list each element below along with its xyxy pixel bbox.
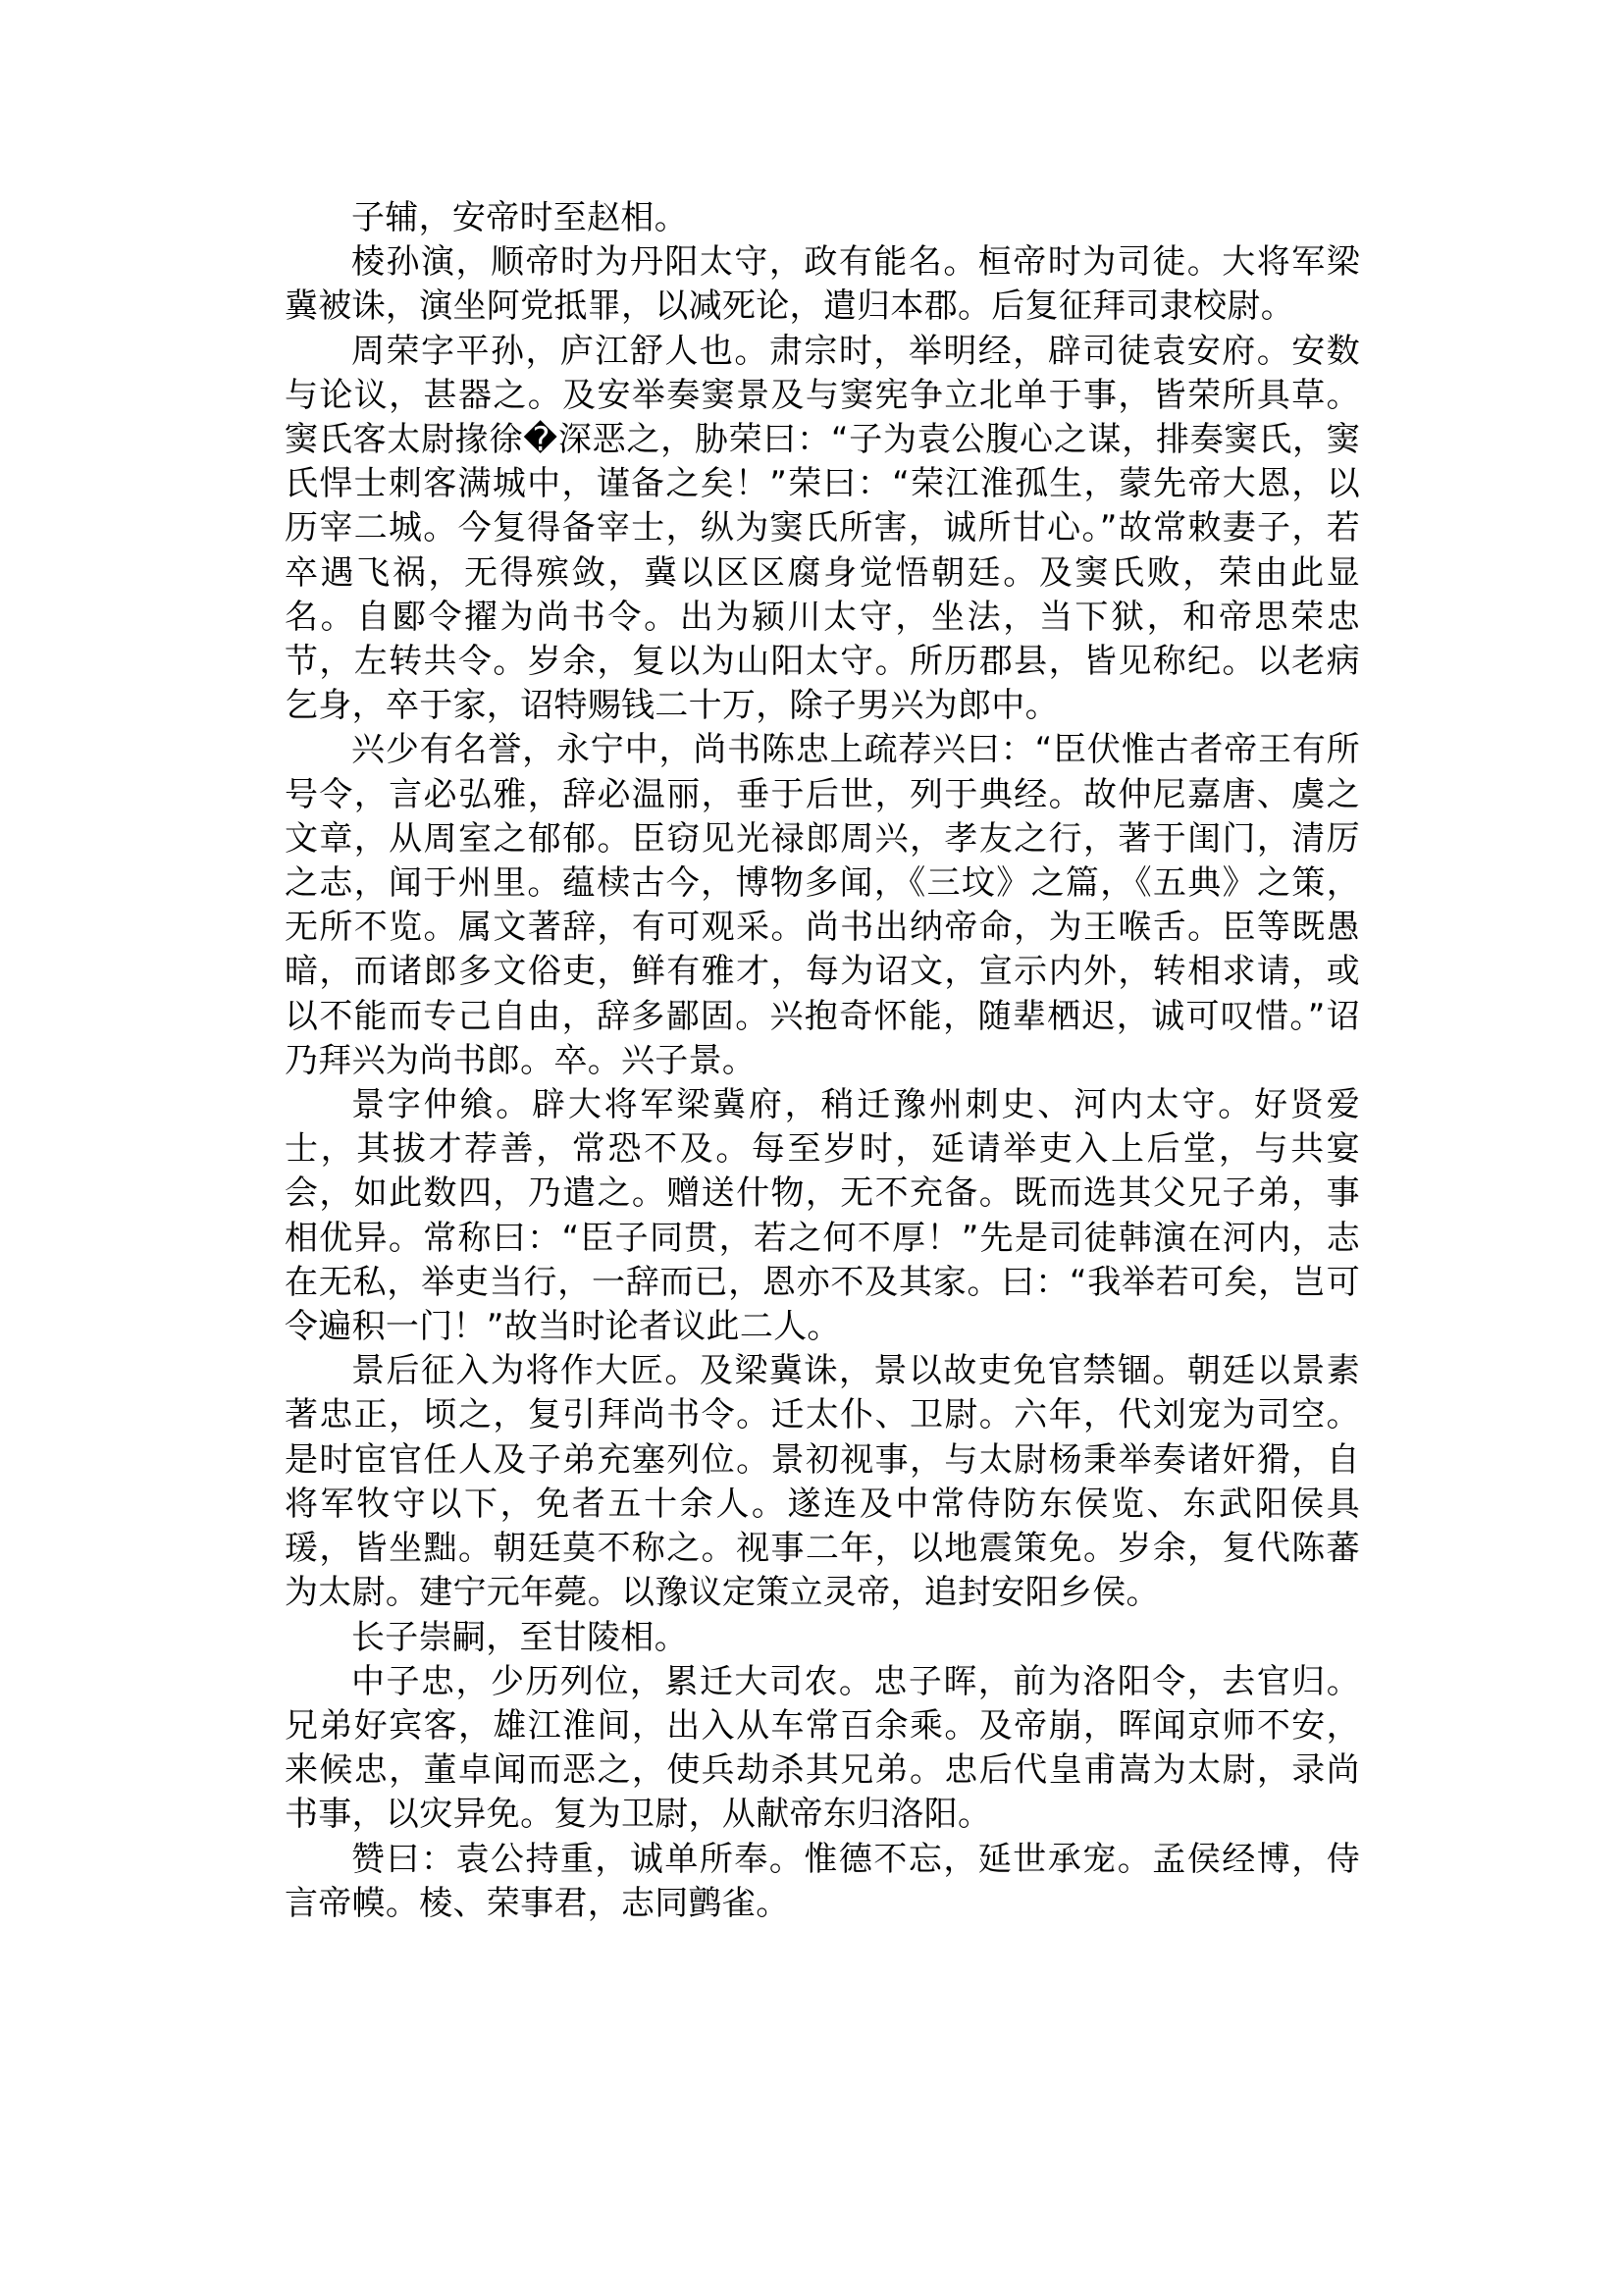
paragraph-1: 子辅，安帝时至赵相。 <box>351 198 688 237</box>
paragraph-6: 景后征入为将作大匠。及梁冀诛，景以故吏免官禁锢。朝廷以景素著忠正，顷之，复引拜尚书令。迁太仆、卫尉。六年，代刘宠为司空。是时宦官任人及子弟充塞列位。景初视事，与太尉杨秉举奏诸奸猾，自将军牧守以下，免者五十余人。遂连及中常侍防东侯览、东武阳侯具瑗，皆坐黜。朝廷莫不称之。视事二年，以地震策免。岁余，复代陈蕃为太尉。建宁元年薨。以豫议定策立灵帝，追封安阳乡侯。 <box>285 1351 1360 1613</box>
paragraph-3: 周荣字平孙，庐江舒人也。肃宗时，举明经，辟司徒袁安府。安数与论议，甚器之。及安举奏窦景及与窦宪争立北单于事，皆荣所具草。窦氏客太尉掾徐�深恶之，胁荣曰：“子为袁公腹心之谋，排奏窦氏，窦氏悍士刺客满城中，谨备之矣！”荣曰：“荣江淮孤生，蒙先帝大恩，以历宰二城。今复得备宰士，纵为窦氏所害，诚所甘心。”故常敕妻子，若卒遇飞祸，无得殡敛，冀以区区腐身觉悟朝廷。及窦氏败，荣由此显名。自郾令擢为尚书令。出为颍川太守，坐法，当下狱，和帝思荣忠节，左转共令。岁余，复以为山阳太守。所历郡县，皆见称纪。以老病乞身，卒于家，诏特赐钱二十万，除子男兴为郎中。 <box>285 331 1360 726</box>
paragraph-4: 兴少有名誉，永宁中，尚书陈忠上疏荐兴曰：“臣伏惟古者帝王有所号令，言必弘雅，辞必温丽，垂于后世，列于典经。故仲尼嘉唐、虞之文章，从周室之郁郁。臣窃见光禄郎周兴，孝友之行，著于闺门，清厉之志，闻于州里。蕴椟古今，博物多闻，《三坟》之篇，《五典》之策，无所不览。属文著辞，有可观采。尚书出纳帝命，为王喉舌。臣等既愚暗，而诸郎多文俗吏，鲜有雅才，每为诏文，宣示内外，转相求请，或以不能而专己自由，辞多鄙固。兴抱奇怀能，随辈栖迟，诚可叹惜。”诏乃拜兴为尚书郎。卒。兴子景。 <box>285 730 1360 1080</box>
paragraph-2: 棱孙演，顺帝时为丹阳太守，政有能名。桓帝时为司徒。大将军梁冀被诛，演坐阿党抵罪，以减死论，遣归本郡。后复征拜司隶校尉。 <box>285 242 1360 327</box>
paragraph-9: 赞曰：袁公持重，诚单所奉。惟德不忘，延世承宠。孟侯经博，侍言帝幙。棱、荣事君，志同鹯雀。 <box>285 1839 1360 1923</box>
paragraph-7: 长子崇嗣，至甘陵相。 <box>351 1617 688 1657</box>
body-text <box>285 196 1360 1926</box>
paragraph-8: 中子忠，少历列位，累迁大司农。忠子晖，前为洛阳令，去官归。兄弟好宾客，雄江淮间，出入从车常百余乘。及帝崩，晖闻京师不安，来候忠，董卓闻而恶之，使兵劫杀其兄弟。忠后代皇甫嵩为太尉，录尚书事，以灾异免。复为卫尉，从献帝东归洛阳。 <box>285 1661 1360 1835</box>
paragraph-5: 景字仲飨。辟大将军梁冀府，稍迁豫州刺史、河内太守。好贤爱士，其拔才荐善，常恐不及。每至岁时，延请举吏入上后堂，与共宴会，如此数四，乃遣之。赠送什物，无不充备。既而选其父兄子弟，事相优异。常称曰：“臣子同贯，若之何不厚！”先是司徒韩演在河内，志在无私，举吏当行，一辞而已，恩亦不及其家。曰：“我举若可矣，岂可令遍积一门！”故当时论者议此二人。 <box>285 1085 1360 1347</box>
